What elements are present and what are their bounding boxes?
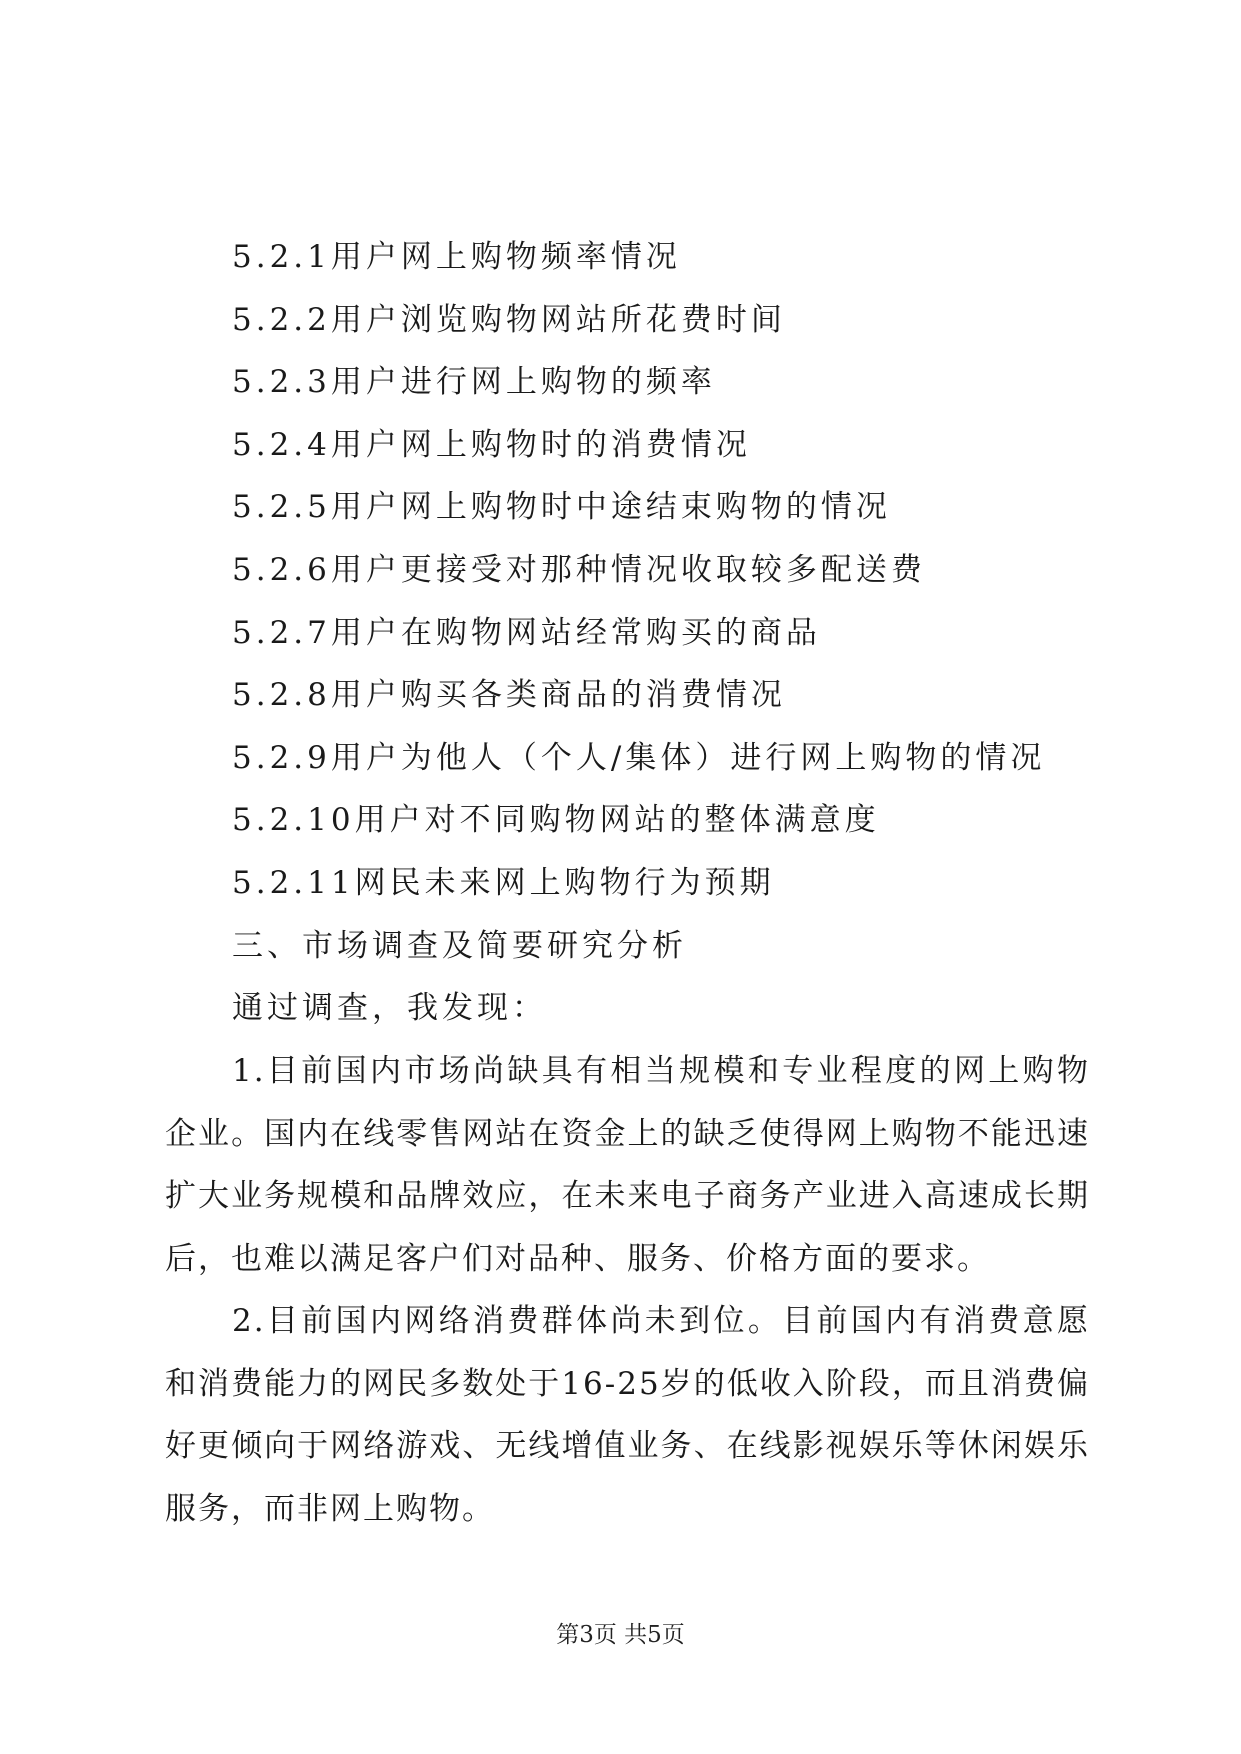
subsection-list bbox=[232, 226, 1132, 915]
body-paragraph: 1.目前国内市场尚缺具有相当规模和专业程度的网上购物企业。国内在线零售网站在资金上的缺乏使得网上购物不能迅速扩大业务规模和品牌效应，在未来电子商务产业进入高速成长期后，也难以满足客户们对品种、服务、价格方面的要求。 bbox=[165, 1053, 1090, 1277]
list-item: 5.2.3用户进行网上购物的频率 bbox=[232, 364, 716, 401]
list-item: 5.2.9用户为他人（个人/集体）进行网上购物的情况 bbox=[232, 739, 1046, 776]
list-item: 5.2.2用户浏览购物网站所花费时间 bbox=[232, 301, 786, 338]
list-item: 5.2.11网民未来网上购物行为预期 bbox=[232, 864, 775, 901]
list-item: 5.2.7用户在购物网站经常购买的商品 bbox=[232, 614, 821, 651]
list-item: 5.2.10用户对不同购物网站的整体满意度 bbox=[232, 802, 880, 839]
list-item: 5.2.4用户网上购物时的消费情况 bbox=[232, 426, 751, 463]
list-item: 5.2.5用户网上购物时中途结束购物的情况 bbox=[232, 489, 891, 526]
body-paragraph: 2.目前国内网络消费群体尚未到位。目前国内有消费意愿和消费能力的网民多数处于16-25岁的低收入阶段，而且消费偏好更倾向于网络游戏、无线增值业务、在线影视娱乐等休闲娱乐服务，而非网上购物。 bbox=[165, 1303, 1090, 1527]
page-footer: 第3页 共5页 bbox=[556, 1622, 685, 1648]
list-item: 5.2.8用户购买各类商品的消费情况 bbox=[232, 677, 786, 714]
list-item: 5.2.1用户网上购物频率情况 bbox=[232, 239, 681, 275]
section-heading: 三、市场调查及简要研究分析 bbox=[232, 928, 687, 964]
intro-line: 通过调查，我发现： bbox=[232, 990, 547, 1026]
list-item: 5.2.6用户更接受对那种情况收取较多配送费 bbox=[232, 551, 926, 588]
